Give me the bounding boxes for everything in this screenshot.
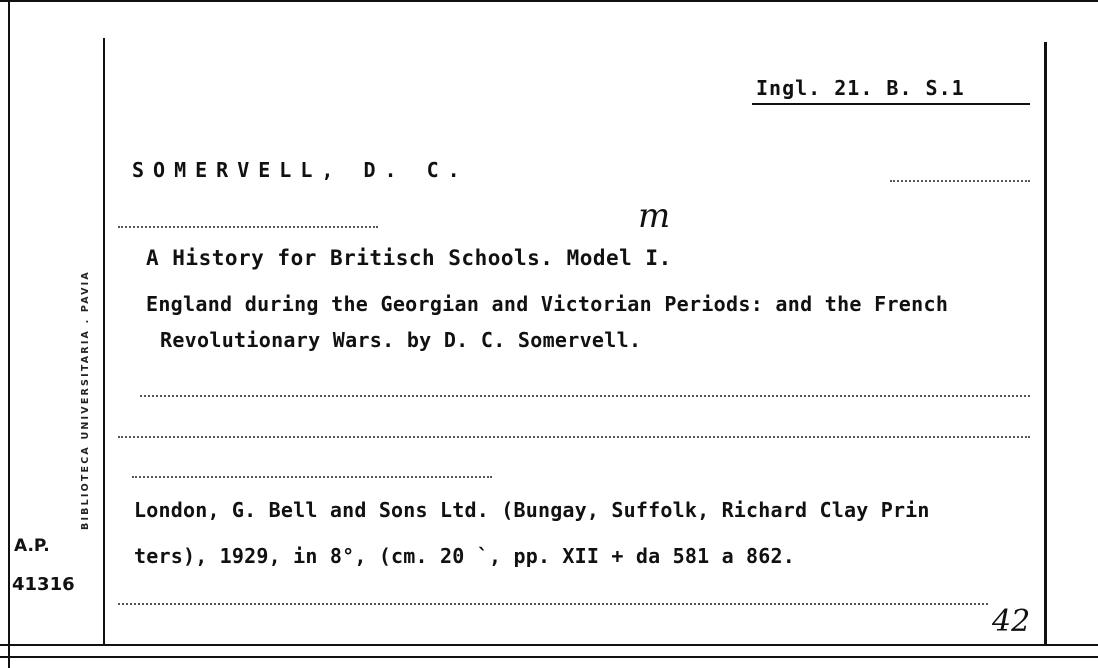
title-line: A History for Britisch Schools. Model I. <box>146 246 672 270</box>
handwritten-number: 42 <box>992 604 1031 639</box>
bottom-rule-2 <box>0 656 1098 658</box>
author-heading: SOMERVELL, D. C. <box>132 158 469 182</box>
left-border-line <box>8 0 10 668</box>
subtitle-line-1: England during the Georgian and Victorian Periods: and the French <box>146 292 949 316</box>
dotted-line <box>118 226 378 228</box>
subtitle-line-2: Revolutionary Wars. by D. C. Somervell. <box>160 328 642 352</box>
dotted-line <box>140 395 1030 397</box>
inventory-number: 41316 <box>12 574 75 595</box>
bottom-rule-1 <box>0 644 1098 646</box>
shelfmark-underline <box>752 103 1030 105</box>
shelfmark: Ingl. 21. B. S.1 <box>756 76 965 100</box>
dotted-line <box>118 603 988 605</box>
imprint-line-1: London, G. Bell and Sons Ltd. (Bungay, Suffolk, Richard Clay Prin <box>134 498 930 522</box>
dotted-line <box>118 436 1030 438</box>
imprint-line-2: ters), 1929, in 8°, (cm. 20 `, pp. XII + da 581 a 862. <box>134 544 796 568</box>
dotted-line <box>132 476 492 478</box>
library-stamp: BIBLIOTECA UNIVERSITARIA . PAVIA <box>80 270 91 530</box>
left-margin-line <box>103 38 105 644</box>
handwritten-correction: m <box>638 196 671 236</box>
dotted-line <box>890 180 1030 182</box>
top-border-line <box>0 0 1098 2</box>
right-margin-line <box>1044 42 1047 646</box>
ap-label: A.P. <box>14 536 50 556</box>
